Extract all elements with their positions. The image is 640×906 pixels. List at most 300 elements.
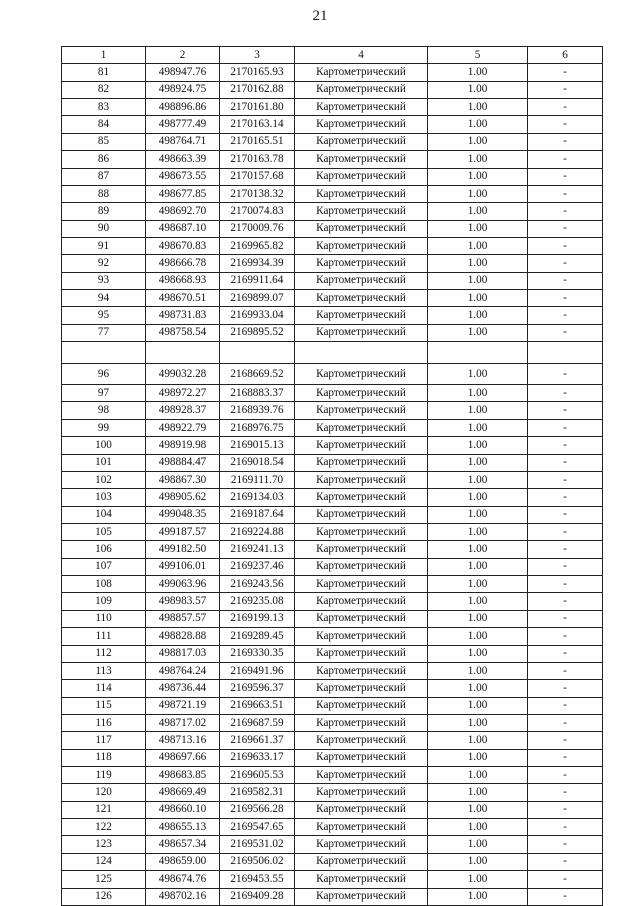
table-cell: - bbox=[528, 697, 603, 714]
table-row bbox=[62, 185, 603, 202]
table-cell: 1.00 bbox=[428, 419, 528, 436]
table-cell: 498828.88 bbox=[146, 628, 220, 645]
table-cell: 120 bbox=[62, 784, 146, 801]
table-cell: 2169687.59 bbox=[220, 714, 295, 731]
table-cell: 77 bbox=[62, 324, 146, 341]
table-cell: 1.00 bbox=[428, 437, 528, 454]
table-cell: Картометрический bbox=[295, 116, 428, 133]
table-cell: 2169582.31 bbox=[220, 784, 295, 801]
table-cell: 122 bbox=[62, 819, 146, 836]
table-cell: 1.00 bbox=[428, 364, 528, 385]
table-cell: - bbox=[528, 819, 603, 836]
table-cell: 118 bbox=[62, 749, 146, 766]
table-cell: 1.00 bbox=[428, 324, 528, 341]
table-cell: 1.00 bbox=[428, 628, 528, 645]
table-cell: 119 bbox=[62, 767, 146, 784]
table-cell: 498655.13 bbox=[146, 819, 220, 836]
table-cell: 2169547.65 bbox=[220, 819, 295, 836]
table-cell: Картометрический bbox=[295, 419, 428, 436]
table-cell: 498777.49 bbox=[146, 116, 220, 133]
coordinates-table bbox=[61, 46, 603, 906]
table-cell: - bbox=[528, 471, 603, 488]
table-cell: - bbox=[528, 237, 603, 254]
table-cell: Картометрический bbox=[295, 610, 428, 627]
table-cell: 112 bbox=[62, 645, 146, 662]
table-cell: 499106.01 bbox=[146, 558, 220, 575]
table-cell: - bbox=[528, 385, 603, 402]
table-row bbox=[62, 558, 603, 575]
table-row bbox=[62, 324, 603, 341]
table-cell: 86 bbox=[62, 151, 146, 168]
table-cell: 498702.16 bbox=[146, 888, 220, 905]
table-cell: 116 bbox=[62, 714, 146, 731]
table-cell: Картометрический bbox=[295, 558, 428, 575]
table-cell: 115 bbox=[62, 697, 146, 714]
table-cell: 1.00 bbox=[428, 402, 528, 419]
table-cell: 1.00 bbox=[428, 593, 528, 610]
table-cell: 499063.96 bbox=[146, 576, 220, 593]
table-cell: 2169965.82 bbox=[220, 237, 295, 254]
column-header: 4 bbox=[295, 47, 428, 64]
table-row bbox=[62, 610, 603, 627]
table-cell: 2168883.37 bbox=[220, 385, 295, 402]
table-cell: - bbox=[528, 610, 603, 627]
table-cell: - bbox=[528, 576, 603, 593]
table-cell: 109 bbox=[62, 593, 146, 610]
table-cell: 94 bbox=[62, 290, 146, 307]
table-cell: - bbox=[528, 203, 603, 220]
table-cell: 89 bbox=[62, 203, 146, 220]
table-cell: 1.00 bbox=[428, 185, 528, 202]
table-cell: 498674.76 bbox=[146, 871, 220, 888]
table-row bbox=[62, 871, 603, 888]
table-cell: 1.00 bbox=[428, 784, 528, 801]
table-cell: - bbox=[528, 168, 603, 185]
table-row bbox=[62, 99, 603, 116]
table-cell: Картометрический bbox=[295, 255, 428, 272]
table-cell: 2169933.04 bbox=[220, 307, 295, 324]
table-cell: 2169661.37 bbox=[220, 732, 295, 749]
table-cell: 2169663.51 bbox=[220, 697, 295, 714]
table-cell: 111 bbox=[62, 628, 146, 645]
table-cell: 2169633.17 bbox=[220, 749, 295, 766]
table-cell: 498972.27 bbox=[146, 385, 220, 402]
column-header: 1 bbox=[62, 47, 146, 64]
table-cell: 98 bbox=[62, 402, 146, 419]
table-cell: Картометрический bbox=[295, 64, 428, 81]
table-cell: 2169409.28 bbox=[220, 888, 295, 905]
table-header-row bbox=[62, 47, 603, 64]
table-cell: 121 bbox=[62, 801, 146, 818]
table-row bbox=[62, 801, 603, 818]
table-cell: 1.00 bbox=[428, 732, 528, 749]
table-cell: 1.00 bbox=[428, 558, 528, 575]
table-cell: 2169453.55 bbox=[220, 871, 295, 888]
table-cell: 1.00 bbox=[428, 819, 528, 836]
table-cell: 1.00 bbox=[428, 385, 528, 402]
table-row bbox=[62, 836, 603, 853]
table-cell: Картометрический bbox=[295, 454, 428, 471]
table-cell: 102 bbox=[62, 471, 146, 488]
table-cell: 1.00 bbox=[428, 471, 528, 488]
table-cell: 498922.79 bbox=[146, 419, 220, 436]
table-cell: 2169899.07 bbox=[220, 290, 295, 307]
table-cell: Картометрический bbox=[295, 645, 428, 662]
table-cell: Картометрический bbox=[295, 203, 428, 220]
table-cell: Картометрический bbox=[295, 506, 428, 523]
table-cell: 2168976.75 bbox=[220, 419, 295, 436]
table-cell: Картометрический bbox=[295, 697, 428, 714]
table-cell: 498736.44 bbox=[146, 680, 220, 697]
table-cell: 90 bbox=[62, 220, 146, 237]
table-cell: 110 bbox=[62, 610, 146, 627]
table-cell: Картометрический bbox=[295, 853, 428, 870]
table-cell: 498817.03 bbox=[146, 645, 220, 662]
table-cell: 1.00 bbox=[428, 871, 528, 888]
table-cell: - bbox=[528, 220, 603, 237]
table-cell: 108 bbox=[62, 576, 146, 593]
table-row bbox=[62, 454, 603, 471]
table-cell: 2170138.32 bbox=[220, 185, 295, 202]
table-cell: - bbox=[528, 364, 603, 385]
table-cell: - bbox=[528, 558, 603, 575]
table-cell: 2170163.14 bbox=[220, 116, 295, 133]
table-cell: 1.00 bbox=[428, 290, 528, 307]
table-row bbox=[62, 437, 603, 454]
table-cell: 498670.83 bbox=[146, 237, 220, 254]
table-cell: - bbox=[528, 185, 603, 202]
table-cell: 2169895.52 bbox=[220, 324, 295, 341]
table-cell: 2169187.64 bbox=[220, 506, 295, 523]
table-cell: 2170162.88 bbox=[220, 81, 295, 98]
table-cell: - bbox=[528, 767, 603, 784]
table-cell: 2170163.78 bbox=[220, 151, 295, 168]
table-row bbox=[62, 784, 603, 801]
table-cell: 1.00 bbox=[428, 749, 528, 766]
table-cell: Картометрический bbox=[295, 888, 428, 905]
table-cell: - bbox=[528, 255, 603, 272]
table-cell: 2169934.39 bbox=[220, 255, 295, 272]
table-cell: 498717.02 bbox=[146, 714, 220, 731]
table-cell: 1.00 bbox=[428, 576, 528, 593]
table-cell: Картометрический bbox=[295, 290, 428, 307]
table-cell: Картометрический bbox=[295, 836, 428, 853]
table-cell: 1.00 bbox=[428, 523, 528, 540]
table-row bbox=[62, 593, 603, 610]
table-row bbox=[62, 888, 603, 905]
table-cell: 104 bbox=[62, 506, 146, 523]
table-cell: 1.00 bbox=[428, 697, 528, 714]
table-cell: 498669.49 bbox=[146, 784, 220, 801]
table-cell: 498884.47 bbox=[146, 454, 220, 471]
table-cell: 85 bbox=[62, 133, 146, 150]
table-cell: - bbox=[528, 81, 603, 98]
table-row bbox=[62, 523, 603, 540]
table-cell bbox=[528, 342, 603, 364]
table-row bbox=[62, 364, 603, 385]
table-cell: 87 bbox=[62, 168, 146, 185]
table-cell: 1.00 bbox=[428, 767, 528, 784]
table-cell bbox=[220, 342, 295, 364]
table-cell: Картометрический bbox=[295, 220, 428, 237]
table-cell: 2169531.02 bbox=[220, 836, 295, 853]
table-cell: 97 bbox=[62, 385, 146, 402]
table-cell: - bbox=[528, 402, 603, 419]
table-cell: 117 bbox=[62, 732, 146, 749]
table-cell: 83 bbox=[62, 99, 146, 116]
table-cell: 1.00 bbox=[428, 853, 528, 870]
table-cell: 114 bbox=[62, 680, 146, 697]
table-cell: - bbox=[528, 628, 603, 645]
table-row bbox=[62, 385, 603, 402]
table-cell: 2169134.03 bbox=[220, 489, 295, 506]
table-cell: 92 bbox=[62, 255, 146, 272]
table-cell: 1.00 bbox=[428, 714, 528, 731]
table-cell bbox=[428, 342, 528, 364]
table-cell: 106 bbox=[62, 541, 146, 558]
table-cell: 93 bbox=[62, 272, 146, 289]
table-body bbox=[62, 64, 603, 906]
table-cell: 2169235.08 bbox=[220, 593, 295, 610]
table-cell: 88 bbox=[62, 185, 146, 202]
table-cell: Картометрический bbox=[295, 437, 428, 454]
table-cell: 498687.10 bbox=[146, 220, 220, 237]
table-cell: - bbox=[528, 307, 603, 324]
table-cell: Картометрический bbox=[295, 541, 428, 558]
table-cell: 2169199.13 bbox=[220, 610, 295, 627]
table-cell: 498663.39 bbox=[146, 151, 220, 168]
table-cell: 2170009.76 bbox=[220, 220, 295, 237]
table-cell: 1.00 bbox=[428, 151, 528, 168]
table-cell: 2169237.46 bbox=[220, 558, 295, 575]
table-cell: 1.00 bbox=[428, 307, 528, 324]
table-row bbox=[62, 680, 603, 697]
table-cell: 84 bbox=[62, 116, 146, 133]
table-cell: 498697.66 bbox=[146, 749, 220, 766]
table-row bbox=[62, 714, 603, 731]
table-cell: 1.00 bbox=[428, 203, 528, 220]
table-cell: 1.00 bbox=[428, 255, 528, 272]
table-row bbox=[62, 767, 603, 784]
table-cell: - bbox=[528, 324, 603, 341]
table-cell: 498928.37 bbox=[146, 402, 220, 419]
table-cell bbox=[146, 342, 220, 364]
table-cell: 1.00 bbox=[428, 220, 528, 237]
table-cell: 1.00 bbox=[428, 489, 528, 506]
table-cell: 2170157.68 bbox=[220, 168, 295, 185]
table-cell: 2169224.88 bbox=[220, 523, 295, 540]
table-cell: - bbox=[528, 888, 603, 905]
table-row bbox=[62, 290, 603, 307]
table-row bbox=[62, 168, 603, 185]
table-cell: Картометрический bbox=[295, 523, 428, 540]
table-cell: 1.00 bbox=[428, 454, 528, 471]
table-cell: 91 bbox=[62, 237, 146, 254]
table-cell: Картометрический bbox=[295, 767, 428, 784]
table-cell: 1.00 bbox=[428, 680, 528, 697]
table-cell: 498731.83 bbox=[146, 307, 220, 324]
table-cell: 498867.30 bbox=[146, 471, 220, 488]
table-cell: 105 bbox=[62, 523, 146, 540]
table-cell: Картометрический bbox=[295, 237, 428, 254]
column-header: 6 bbox=[528, 47, 603, 64]
table-cell: 113 bbox=[62, 662, 146, 679]
table-row bbox=[62, 133, 603, 150]
table-cell: - bbox=[528, 523, 603, 540]
table-cell: 101 bbox=[62, 454, 146, 471]
table-cell: 125 bbox=[62, 871, 146, 888]
table-row bbox=[62, 628, 603, 645]
table-cell: 498905.62 bbox=[146, 489, 220, 506]
table-cell bbox=[295, 342, 428, 364]
table-cell: Картометрический bbox=[295, 662, 428, 679]
table-cell: 100 bbox=[62, 437, 146, 454]
table-cell: - bbox=[528, 593, 603, 610]
table-row bbox=[62, 819, 603, 836]
table-row bbox=[62, 116, 603, 133]
table-cell: Картометрический bbox=[295, 749, 428, 766]
table-row bbox=[62, 151, 603, 168]
table-cell: 82 bbox=[62, 81, 146, 98]
table-cell: Картометрический bbox=[295, 714, 428, 731]
table-cell: - bbox=[528, 749, 603, 766]
table-cell: 1.00 bbox=[428, 133, 528, 150]
table-cell: Картометрический bbox=[295, 871, 428, 888]
table-cell: - bbox=[528, 99, 603, 116]
table-cell: 2169566.28 bbox=[220, 801, 295, 818]
table-cell: - bbox=[528, 64, 603, 81]
table-row bbox=[62, 506, 603, 523]
table-cell: 2168669.52 bbox=[220, 364, 295, 385]
table-cell: 498983.57 bbox=[146, 593, 220, 610]
table-cell: 498721.19 bbox=[146, 697, 220, 714]
table-cell: - bbox=[528, 645, 603, 662]
table-cell: - bbox=[528, 454, 603, 471]
table-cell: - bbox=[528, 662, 603, 679]
table-cell: Картометрический bbox=[295, 324, 428, 341]
table-row bbox=[62, 732, 603, 749]
table-cell: Картометрический bbox=[295, 680, 428, 697]
table-cell: Картометрический bbox=[295, 364, 428, 385]
table-cell bbox=[62, 342, 146, 364]
table-cell: Картометрический bbox=[295, 402, 428, 419]
table-cell: Картометрический bbox=[295, 185, 428, 202]
table-cell: 499048.35 bbox=[146, 506, 220, 523]
table-row bbox=[62, 64, 603, 81]
table-cell: 499182.50 bbox=[146, 541, 220, 558]
table-cell: 499187.57 bbox=[146, 523, 220, 540]
table-row bbox=[62, 220, 603, 237]
table-row bbox=[62, 471, 603, 488]
table-cell: - bbox=[528, 437, 603, 454]
table-row bbox=[62, 662, 603, 679]
table-cell: 2169491.96 bbox=[220, 662, 295, 679]
table-row bbox=[62, 541, 603, 558]
table-row bbox=[62, 749, 603, 766]
table-cell: - bbox=[528, 853, 603, 870]
table-cell: Картометрический bbox=[295, 628, 428, 645]
table-cell: - bbox=[528, 836, 603, 853]
page-number: 21 bbox=[312, 8, 328, 24]
table-cell: 498659.00 bbox=[146, 853, 220, 870]
table-cell: - bbox=[528, 272, 603, 289]
table-cell: 99 bbox=[62, 419, 146, 436]
table-cell: Картометрический bbox=[295, 819, 428, 836]
table-row bbox=[62, 402, 603, 419]
table-cell: 498666.78 bbox=[146, 255, 220, 272]
table-cell: - bbox=[528, 871, 603, 888]
table-cell: 1.00 bbox=[428, 836, 528, 853]
table-cell: Картометрический bbox=[295, 732, 428, 749]
table-cell: 81 bbox=[62, 64, 146, 81]
table-row bbox=[62, 272, 603, 289]
table-cell: 107 bbox=[62, 558, 146, 575]
table-cell: 498657.34 bbox=[146, 836, 220, 853]
table-cell: 1.00 bbox=[428, 168, 528, 185]
table-cell: 2170161.80 bbox=[220, 99, 295, 116]
table-cell: Картометрический bbox=[295, 133, 428, 150]
table-cell: - bbox=[528, 680, 603, 697]
table-cell: 1.00 bbox=[428, 888, 528, 905]
table-row bbox=[62, 419, 603, 436]
table-cell: 2169243.56 bbox=[220, 576, 295, 593]
table-cell: Картометрический bbox=[295, 784, 428, 801]
table-cell: - bbox=[528, 116, 603, 133]
table-cell: 2169111.70 bbox=[220, 471, 295, 488]
table-cell: - bbox=[528, 784, 603, 801]
table-cell: 498764.71 bbox=[146, 133, 220, 150]
table-cell: Картометрический bbox=[295, 307, 428, 324]
table-cell: 1.00 bbox=[428, 541, 528, 558]
table-row bbox=[62, 645, 603, 662]
table-cell: 498668.93 bbox=[146, 272, 220, 289]
table-cell: 498673.55 bbox=[146, 168, 220, 185]
table-cell: 2169596.37 bbox=[220, 680, 295, 697]
column-header: 2 bbox=[146, 47, 220, 64]
table-cell: - bbox=[528, 419, 603, 436]
table-cell: 1.00 bbox=[428, 272, 528, 289]
table-cell: 2170165.51 bbox=[220, 133, 295, 150]
table-row bbox=[62, 697, 603, 714]
table-cell: - bbox=[528, 151, 603, 168]
table-cell: 2169018.54 bbox=[220, 454, 295, 471]
table-cell: Картометрический bbox=[295, 593, 428, 610]
table-row bbox=[62, 576, 603, 593]
table-cell: Картометрический bbox=[295, 576, 428, 593]
table-row bbox=[62, 853, 603, 870]
table-cell: 1.00 bbox=[428, 116, 528, 133]
table-cell: 103 bbox=[62, 489, 146, 506]
table-cell: 1.00 bbox=[428, 506, 528, 523]
table-cell: - bbox=[528, 732, 603, 749]
table-cell: 123 bbox=[62, 836, 146, 853]
table-cell: 1.00 bbox=[428, 610, 528, 627]
table-row bbox=[62, 203, 603, 220]
table-cell: - bbox=[528, 290, 603, 307]
table-cell: Картометрический bbox=[295, 168, 428, 185]
table-row bbox=[62, 255, 603, 272]
table-row bbox=[62, 489, 603, 506]
table-cell: 498896.86 bbox=[146, 99, 220, 116]
table-cell: - bbox=[528, 541, 603, 558]
table-cell: 498660.10 bbox=[146, 801, 220, 818]
table-cell: 1.00 bbox=[428, 81, 528, 98]
table-cell: 498764.24 bbox=[146, 662, 220, 679]
table-cell: 95 bbox=[62, 307, 146, 324]
table-cell: 126 bbox=[62, 888, 146, 905]
table-cell: 124 bbox=[62, 853, 146, 870]
table-cell: 1.00 bbox=[428, 99, 528, 116]
